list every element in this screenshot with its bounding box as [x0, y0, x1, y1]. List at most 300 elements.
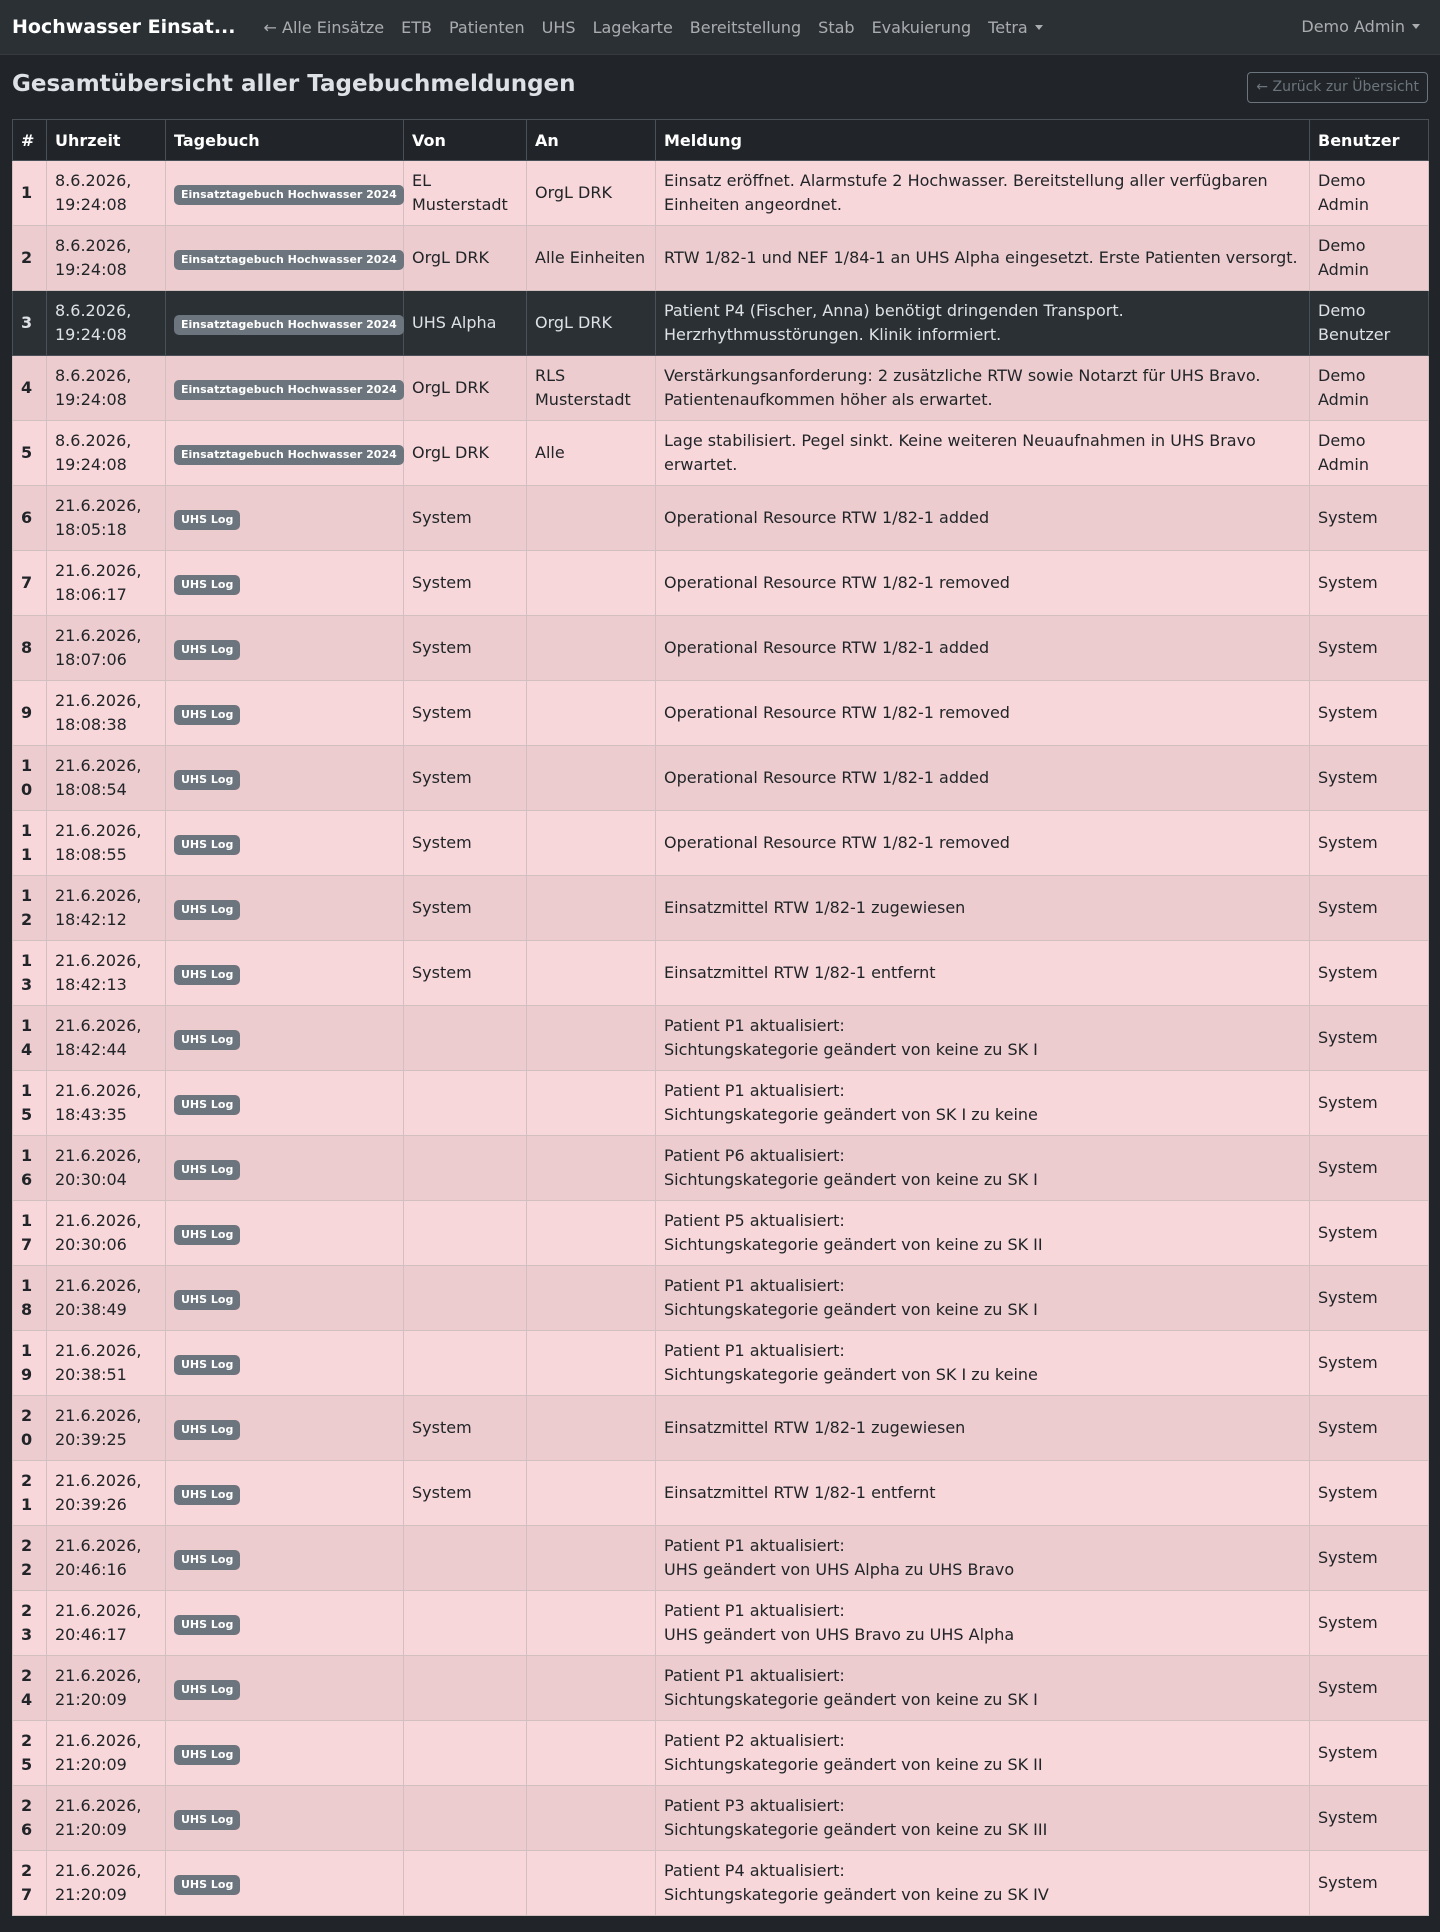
cell-user: System	[1310, 1721, 1429, 1786]
cell-time: 21.6.2026, 18:43:35	[47, 1071, 166, 1136]
log-table	[12, 119, 1429, 1916]
cell-user: Demo Admin	[1310, 161, 1429, 226]
cell-user: System	[1310, 1331, 1429, 1396]
cell-time: 21.6.2026, 20:38:49	[47, 1266, 166, 1331]
tetra-dropdown-label: Tetra	[988, 17, 1028, 37]
cell-user: System	[1310, 811, 1429, 876]
message-line: Operational Resource RTW 1/82-1 removed	[664, 833, 1010, 852]
message-line: Sichtungskategorie geändert von keine zu SK III	[664, 1820, 1048, 1839]
column-header-time: Uhrzeit	[47, 120, 166, 161]
cell-time: 8.6.2026, 19:24:08	[47, 421, 166, 486]
nav-links	[264, 18, 1060, 37]
cell-user: System	[1310, 1201, 1429, 1266]
cell-user: System	[1310, 681, 1429, 746]
message-line: Patient P4 aktualisiert:	[664, 1861, 845, 1880]
cell-number: 18	[13, 1266, 47, 1331]
cell-to	[527, 1591, 656, 1656]
cell-from: OrgL DRK	[404, 421, 527, 486]
message-line: Sichtungskategorie geändert von SK I zu keine	[664, 1105, 1038, 1124]
nav-link-alle-einsaetze[interactable]: ← Alle Einsätze	[263, 17, 385, 37]
cell-from: System	[404, 876, 527, 941]
diary-badge: UHS Log	[174, 1745, 240, 1765]
cell-to	[527, 1006, 656, 1071]
cell-time: 21.6.2026, 18:05:18	[47, 486, 166, 551]
message-line: Einsatzmittel RTW 1/82-1 entfernt	[664, 1483, 936, 1502]
message-line: Operational Resource RTW 1/82-1 added	[664, 508, 990, 527]
cell-number: 2	[13, 226, 47, 291]
message-line: Sichtungskategorie geändert von keine zu SK I	[664, 1040, 1038, 1059]
message-line: Sichtungskategorie geändert von keine zu SK I	[664, 1690, 1038, 1709]
diary-badge: Einsatztagebuch Hochwasser 2024	[174, 185, 404, 205]
cell-diary	[166, 1396, 404, 1461]
cell-number: 16	[13, 1136, 47, 1201]
cell-from: System	[404, 746, 527, 811]
message-line: Sichtungskategorie geändert von SK I zu keine	[664, 1365, 1038, 1384]
cell-time: 8.6.2026, 19:24:08	[47, 356, 166, 421]
cell-number: 21	[13, 1461, 47, 1526]
cell-number: 22	[13, 1526, 47, 1591]
nav-link-stab[interactable]: Stab	[818, 17, 855, 37]
nav-link-lagekarte[interactable]: Lagekarte	[592, 17, 673, 37]
cell-time: 21.6.2026, 21:20:09	[47, 1656, 166, 1721]
diary-badge: UHS Log	[174, 835, 240, 855]
cell-from: OrgL DRK	[404, 226, 527, 291]
cell-number: 9	[13, 681, 47, 746]
cell-to	[527, 1721, 656, 1786]
cell-time: 8.6.2026, 19:24:08	[47, 226, 166, 291]
cell-time: 21.6.2026, 21:20:09	[47, 1851, 166, 1916]
cell-to	[527, 746, 656, 811]
diary-badge: Einsatztagebuch Hochwasser 2024	[174, 250, 404, 270]
cell-from	[404, 1851, 527, 1916]
table-row	[13, 1591, 1429, 1656]
cell-message	[656, 1201, 1310, 1266]
table-row	[13, 811, 1429, 876]
table-row	[13, 616, 1429, 681]
cell-diary	[166, 1006, 404, 1071]
cell-time: 21.6.2026, 18:08:54	[47, 746, 166, 811]
cell-time: 21.6.2026, 20:30:06	[47, 1201, 166, 1266]
cell-message	[656, 1721, 1310, 1786]
cell-from: System	[404, 1396, 527, 1461]
table-row	[13, 1201, 1429, 1266]
message-line: RTW 1/82-1 und NEF 1/84-1 an UHS Alpha eingesetzt. Erste Patienten versorgt.	[664, 248, 1298, 267]
message-line: Operational Resource RTW 1/82-1 added	[664, 638, 990, 657]
nav-link-uhs[interactable]: UHS	[541, 17, 576, 37]
cell-number: 23	[13, 1591, 47, 1656]
cell-from: System	[404, 941, 527, 1006]
cell-to	[527, 1201, 656, 1266]
cell-diary	[166, 226, 404, 291]
cell-to	[527, 1656, 656, 1721]
cell-diary	[166, 291, 404, 356]
cell-diary	[166, 811, 404, 876]
cell-from: UHS Alpha	[404, 291, 527, 356]
cell-message	[656, 1461, 1310, 1526]
column-header-number: #	[13, 120, 47, 161]
table-body	[13, 161, 1429, 1916]
cell-diary	[166, 486, 404, 551]
cell-from	[404, 1201, 527, 1266]
cell-time: 21.6.2026, 18:07:06	[47, 616, 166, 681]
diary-badge: UHS Log	[174, 640, 240, 660]
cell-diary	[166, 1071, 404, 1136]
cell-diary	[166, 1461, 404, 1526]
cell-number: 26	[13, 1786, 47, 1851]
cell-time: 21.6.2026, 20:38:51	[47, 1331, 166, 1396]
cell-time: 21.6.2026, 20:39:25	[47, 1396, 166, 1461]
cell-message	[656, 1851, 1310, 1916]
table-row	[13, 1526, 1429, 1591]
cell-to	[527, 1526, 656, 1591]
table-row	[13, 486, 1429, 551]
cell-to	[527, 1851, 656, 1916]
cell-message	[656, 1396, 1310, 1461]
cell-message	[656, 876, 1310, 941]
tetra-dropdown[interactable]	[988, 18, 1043, 37]
cell-message	[656, 616, 1310, 681]
cell-from	[404, 1591, 527, 1656]
cell-number: 6	[13, 486, 47, 551]
table-row	[13, 1721, 1429, 1786]
user-menu[interactable]	[1301, 17, 1420, 36]
cell-number: 13	[13, 941, 47, 1006]
table-row	[13, 1331, 1429, 1396]
cell-diary	[166, 1266, 404, 1331]
diary-badge: Einsatztagebuch Hochwasser 2024	[174, 315, 404, 335]
cell-to	[527, 876, 656, 941]
cell-message	[656, 1071, 1310, 1136]
diary-badge: UHS Log	[174, 1030, 240, 1050]
cell-time: 21.6.2026, 18:42:13	[47, 941, 166, 1006]
message-line: Patient P1 aktualisiert:	[664, 1276, 845, 1295]
log-table-container	[12, 119, 1428, 1916]
cell-number: 3	[13, 291, 47, 356]
cell-to	[527, 1266, 656, 1331]
cell-user: Demo Benutzer	[1310, 291, 1429, 356]
cell-number: 25	[13, 1721, 47, 1786]
cell-time: 21.6.2026, 18:06:17	[47, 551, 166, 616]
table-row	[13, 1851, 1429, 1916]
cell-diary	[166, 421, 404, 486]
cell-to: Alle Einheiten	[527, 226, 656, 291]
diary-badge: UHS Log	[174, 1160, 240, 1180]
cell-user: System	[1310, 1266, 1429, 1331]
cell-user: Demo Admin	[1310, 226, 1429, 291]
table-row	[13, 226, 1429, 291]
brand-title[interactable]: Hochwasser Einsat...	[12, 16, 236, 38]
diary-badge: UHS Log	[174, 1485, 240, 1505]
nav-link-patienten[interactable]: Patienten	[448, 17, 525, 37]
table-row	[13, 421, 1429, 486]
back-to-overview-button[interactable]: ← Zurück zur Übersicht	[1247, 72, 1428, 103]
cell-diary	[166, 1526, 404, 1591]
message-line: Patient P4 (Fischer, Anna) benötigt dringenden Transport. Herzrhythmusstörungen. Klinik informiert.	[664, 301, 1124, 344]
cell-to: RLS Musterstadt	[527, 356, 656, 421]
cell-number: 5	[13, 421, 47, 486]
cell-message	[656, 551, 1310, 616]
cell-number: 15	[13, 1071, 47, 1136]
cell-to	[527, 1786, 656, 1851]
column-header-to: An	[527, 120, 656, 161]
cell-time: 8.6.2026, 19:24:08	[47, 291, 166, 356]
message-line: Operational Resource RTW 1/82-1 removed	[664, 703, 1010, 722]
message-line: Sichtungskategorie geändert von keine zu SK I	[664, 1170, 1038, 1189]
table-row	[13, 551, 1429, 616]
cell-time: 21.6.2026, 20:39:26	[47, 1461, 166, 1526]
diary-badge: UHS Log	[174, 575, 240, 595]
cell-time: 21.6.2026, 20:46:16	[47, 1526, 166, 1591]
message-line: Patient P1 aktualisiert:	[664, 1536, 845, 1555]
diary-badge: UHS Log	[174, 705, 240, 725]
cell-message	[656, 1526, 1310, 1591]
cell-user: System	[1310, 1461, 1429, 1526]
cell-from	[404, 1266, 527, 1331]
message-line: Patient P2 aktualisiert:	[664, 1731, 845, 1750]
cell-number: 10	[13, 746, 47, 811]
page-header	[0, 55, 1440, 119]
diary-badge: Einsatztagebuch Hochwasser 2024	[174, 445, 404, 465]
cell-diary	[166, 1656, 404, 1721]
column-header-message: Meldung	[656, 120, 1310, 161]
table-row	[13, 1136, 1429, 1201]
diary-badge: UHS Log	[174, 1290, 240, 1310]
cell-user: System	[1310, 1526, 1429, 1591]
table-row	[13, 1656, 1429, 1721]
message-line: Einsatzmittel RTW 1/82-1 zugewiesen	[664, 898, 966, 917]
cell-from	[404, 1331, 527, 1396]
diary-badge: UHS Log	[174, 1420, 240, 1440]
cell-user: System	[1310, 941, 1429, 1006]
message-line: Patient P6 aktualisiert:	[664, 1146, 845, 1165]
message-line: Einsatzmittel RTW 1/82-1 zugewiesen	[664, 1418, 966, 1437]
diary-badge: UHS Log	[174, 770, 240, 790]
nav-link-evakuierung[interactable]: Evakuierung	[871, 17, 972, 37]
cell-message	[656, 1786, 1310, 1851]
cell-from	[404, 1006, 527, 1071]
message-line: Patient P1 aktualisiert:	[664, 1666, 845, 1685]
cell-user: System	[1310, 1136, 1429, 1201]
chevron-down-icon	[1412, 24, 1420, 29]
message-line: Patient P5 aktualisiert:	[664, 1211, 845, 1230]
page-title: Gesamtübersicht aller Tagebuchmeldungen	[12, 71, 576, 97]
cell-message	[656, 291, 1310, 356]
cell-to	[527, 616, 656, 681]
cell-time: 21.6.2026, 21:20:09	[47, 1786, 166, 1851]
cell-message	[656, 1656, 1310, 1721]
cell-message	[656, 226, 1310, 291]
cell-user: Demo Admin	[1310, 356, 1429, 421]
cell-diary	[166, 551, 404, 616]
cell-diary	[166, 941, 404, 1006]
cell-to	[527, 1461, 656, 1526]
diary-badge: UHS Log	[174, 1875, 240, 1895]
cell-message	[656, 486, 1310, 551]
table-row	[13, 161, 1429, 226]
diary-badge: UHS Log	[174, 1355, 240, 1375]
message-line: Patient P3 aktualisiert:	[664, 1796, 845, 1815]
table-row	[13, 681, 1429, 746]
cell-from	[404, 1721, 527, 1786]
table-row	[13, 1396, 1429, 1461]
cell-message	[656, 811, 1310, 876]
cell-number: 20	[13, 1396, 47, 1461]
diary-badge: UHS Log	[174, 1095, 240, 1115]
message-line: Sichtungskategorie geändert von keine zu SK IV	[664, 1885, 1049, 1904]
cell-message	[656, 356, 1310, 421]
cell-to: OrgL DRK	[527, 291, 656, 356]
diary-badge: UHS Log	[174, 1810, 240, 1830]
table-row	[13, 1786, 1429, 1851]
cell-from: OrgL DRK	[404, 356, 527, 421]
cell-number: 11	[13, 811, 47, 876]
cell-user: Demo Admin	[1310, 421, 1429, 486]
user-name: Demo Admin	[1301, 17, 1405, 36]
cell-time: 21.6.2026, 21:20:09	[47, 1721, 166, 1786]
cell-from	[404, 1526, 527, 1591]
cell-diary	[166, 1136, 404, 1201]
cell-to	[527, 1396, 656, 1461]
cell-message	[656, 1136, 1310, 1201]
table-row	[13, 941, 1429, 1006]
message-line: Einsatzmittel RTW 1/82-1 entfernt	[664, 963, 936, 982]
column-header-from: Von	[404, 120, 527, 161]
cell-user: System	[1310, 616, 1429, 681]
message-line: UHS geändert von UHS Bravo zu UHS Alpha	[664, 1625, 1015, 1644]
message-line: Patient P1 aktualisiert:	[664, 1601, 845, 1620]
cell-user: System	[1310, 1071, 1429, 1136]
message-line: Patient P1 aktualisiert:	[664, 1081, 845, 1100]
cell-user: System	[1310, 876, 1429, 941]
cell-message	[656, 1591, 1310, 1656]
cell-to	[527, 551, 656, 616]
cell-number: 19	[13, 1331, 47, 1396]
cell-number: 12	[13, 876, 47, 941]
cell-to: OrgL DRK	[527, 161, 656, 226]
message-line: UHS geändert von UHS Alpha zu UHS Bravo	[664, 1560, 1015, 1579]
table-row	[13, 1266, 1429, 1331]
cell-diary	[166, 616, 404, 681]
cell-message	[656, 161, 1310, 226]
message-line: Sichtungskategorie geändert von keine zu SK I	[664, 1300, 1038, 1319]
message-line: Patient P1 aktualisiert:	[664, 1341, 845, 1360]
diary-badge: UHS Log	[174, 1225, 240, 1245]
diary-badge: Einsatztagebuch Hochwasser 2024	[174, 380, 404, 400]
cell-user: System	[1310, 1656, 1429, 1721]
cell-to	[527, 941, 656, 1006]
cell-diary	[166, 876, 404, 941]
table-row	[13, 1006, 1429, 1071]
cell-from: System	[404, 811, 527, 876]
cell-diary	[166, 681, 404, 746]
cell-from	[404, 1786, 527, 1851]
cell-number: 24	[13, 1656, 47, 1721]
top-navbar	[0, 0, 1440, 55]
cell-diary	[166, 1851, 404, 1916]
cell-user: System	[1310, 1006, 1429, 1071]
column-header-diary: Tagebuch	[166, 120, 404, 161]
message-line: Patient P1 aktualisiert:	[664, 1016, 845, 1035]
column-header-user: Benutzer	[1310, 120, 1429, 161]
message-line: Sichtungskategorie geändert von keine zu SK II	[664, 1755, 1043, 1774]
cell-number: 14	[13, 1006, 47, 1071]
cell-diary	[166, 161, 404, 226]
cell-to	[527, 1136, 656, 1201]
cell-to: Alle	[527, 421, 656, 486]
cell-number: 8	[13, 616, 47, 681]
cell-from: System	[404, 551, 527, 616]
cell-time: 8.6.2026, 19:24:08	[47, 161, 166, 226]
cell-time: 21.6.2026, 18:08:38	[47, 681, 166, 746]
message-line: Operational Resource RTW 1/82-1 added	[664, 768, 990, 787]
cell-from: System	[404, 681, 527, 746]
diary-badge: UHS Log	[174, 900, 240, 920]
cell-message	[656, 421, 1310, 486]
cell-number: 4	[13, 356, 47, 421]
cell-user: System	[1310, 551, 1429, 616]
cell-from: EL Musterstadt	[404, 161, 527, 226]
cell-user: System	[1310, 1786, 1429, 1851]
table-row	[13, 1461, 1429, 1526]
cell-to	[527, 1331, 656, 1396]
cell-diary	[166, 1786, 404, 1851]
cell-diary	[166, 746, 404, 811]
cell-from: System	[404, 616, 527, 681]
cell-time: 21.6.2026, 20:30:04	[47, 1136, 166, 1201]
cell-message	[656, 1331, 1310, 1396]
cell-from	[404, 1136, 527, 1201]
cell-time: 21.6.2026, 20:46:17	[47, 1591, 166, 1656]
cell-to	[527, 486, 656, 551]
table-row	[13, 356, 1429, 421]
cell-from	[404, 1071, 527, 1136]
nav-link-bereitstellung[interactable]: Bereitstellung	[689, 17, 802, 37]
nav-link-etb[interactable]: ETB	[401, 17, 432, 37]
cell-from: System	[404, 486, 527, 551]
diary-badge: UHS Log	[174, 1615, 240, 1635]
cell-diary	[166, 1201, 404, 1266]
cell-user: System	[1310, 486, 1429, 551]
cell-message	[656, 681, 1310, 746]
cell-user: System	[1310, 746, 1429, 811]
cell-diary	[166, 1591, 404, 1656]
cell-to	[527, 811, 656, 876]
table-row	[13, 291, 1429, 356]
cell-diary	[166, 1721, 404, 1786]
cell-time: 21.6.2026, 18:08:55	[47, 811, 166, 876]
cell-number: 27	[13, 1851, 47, 1916]
message-line: Einsatz eröffnet. Alarmstufe 2 Hochwasser. Bereitstellung aller verfügbaren Einheiten angeordnet.	[664, 171, 1268, 214]
cell-time: 21.6.2026, 18:42:12	[47, 876, 166, 941]
cell-from	[404, 1656, 527, 1721]
message-line: Lage stabilisiert. Pegel sinkt. Keine weiteren Neuaufnahmen in UHS Bravo erwartet.	[664, 431, 1256, 474]
chevron-down-icon	[1035, 25, 1043, 30]
message-line: Verstärkungsanforderung: 2 zusätzliche RTW sowie Notarzt für UHS Bravo. Patientenaufkommen höher als erwartet.	[664, 366, 1261, 409]
message-line: Operational Resource RTW 1/82-1 removed	[664, 573, 1010, 592]
diary-badge: UHS Log	[174, 1550, 240, 1570]
cell-number: 1	[13, 161, 47, 226]
cell-time: 21.6.2026, 18:42:44	[47, 1006, 166, 1071]
diary-badge: UHS Log	[174, 965, 240, 985]
message-line: Sichtungskategorie geändert von keine zu SK II	[664, 1235, 1043, 1254]
table-row	[13, 876, 1429, 941]
cell-number: 7	[13, 551, 47, 616]
cell-message	[656, 1266, 1310, 1331]
diary-badge: UHS Log	[174, 510, 240, 530]
table-header	[13, 120, 1429, 161]
table-row	[13, 746, 1429, 811]
cell-to	[527, 681, 656, 746]
